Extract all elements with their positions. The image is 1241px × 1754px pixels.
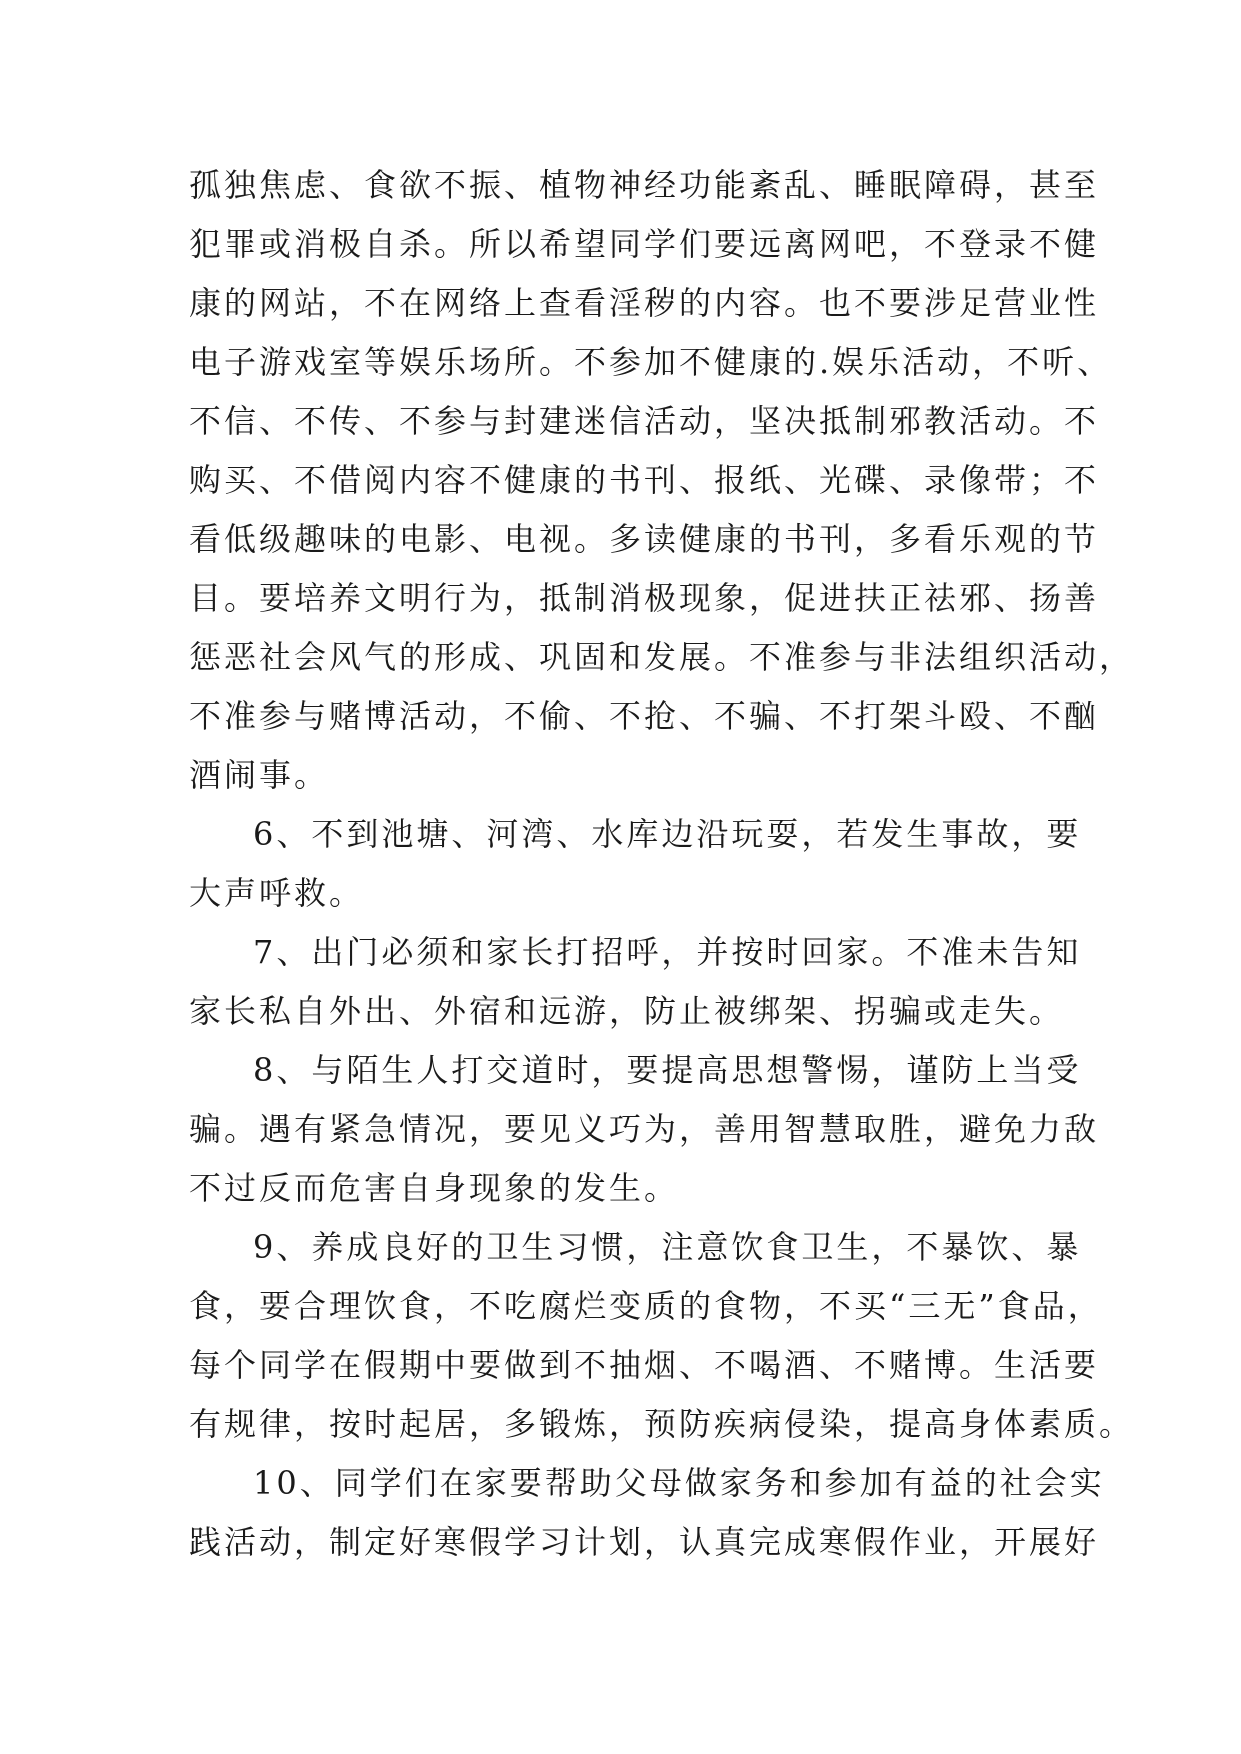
text-line: 犯罪或消极自杀。所以希望同学们要远离网吧，不登录不健 [189,225,1100,263]
document-body [189,156,1135,1572]
paragraph-start-line: 7、出门必须和家长打招呼，并按时回家。不准未告知 [253,933,1082,971]
text-line: 不过反而危害自身现象的发生。 [189,1169,680,1207]
text-line: 孤独焦虑、食欲不振、植物神经功能紊乱、睡眠障碍，甚至 [189,166,1100,204]
text-line: 食，要合理饮食，不吃腐烂变质的食物，不买“三无”食品， [189,1287,1103,1325]
paragraph-start-line: 6、不到池塘、河湾、水库边沿玩耍，若发生事故，要 [253,815,1082,853]
text-line: 电子游戏室等娱乐场所。不参加不健康的.娱乐活动，不听、 [189,343,1113,381]
text-line: 惩恶社会风气的形成、巩固和发展。不准参与非法组织活动， [189,638,1135,676]
text-line: 骗。遇有紧急情况，要见义巧为，善用智慧取胜，避免力敌 [189,1110,1100,1148]
text-line: 有规律，按时起居，多锻炼，预防疾病侵染，提高身体素质。 [189,1405,1135,1443]
text-line: 不准参与赌博活动，不偷、不抢、不骗、不打架斗殴、不酗 [189,697,1100,735]
text-line: 家长私自外出、外宿和远游，防止被绑架、拐骗或走失。 [189,992,1065,1030]
text-line: 大声呼救。 [189,874,365,912]
paragraph-start-line: 10、同学们在家要帮助父母做家务和参加有益的社会实 [253,1464,1105,1502]
text-line: 酒闹事。 [189,756,330,794]
paragraph-start-line: 8、与陌生人打交道时，要提高思想警惕，谨防上当受 [253,1051,1082,1089]
text-line: 不信、不传、不参与封建迷信活动，坚决抵制邪教活动。不 [189,402,1100,440]
text-line: 每个同学在假期中要做到不抽烟、不喝酒、不赌博。生活要 [189,1346,1100,1384]
text-line: 购买、不借阅内容不健康的书刊、报纸、光碟、录像带；不 [189,461,1100,499]
paragraph-start-line: 9、养成良好的卫生习惯，注意饮食卫生，不暴饮、暴 [253,1228,1082,1266]
text-line: 康的网站，不在网络上查看淫秽的内容。也不要涉足营业性 [189,284,1100,322]
text-line: 看低级趣味的电影、电视。多读健康的书刊，多看乐观的节 [189,520,1100,558]
text-line: 目。要培养文明行为，抵制消极现象，促进扶正祛邪、扬善 [189,579,1100,617]
text-line: 践活动，制定好寒假学习计划，认真完成寒假作业，开展好 [189,1523,1100,1561]
